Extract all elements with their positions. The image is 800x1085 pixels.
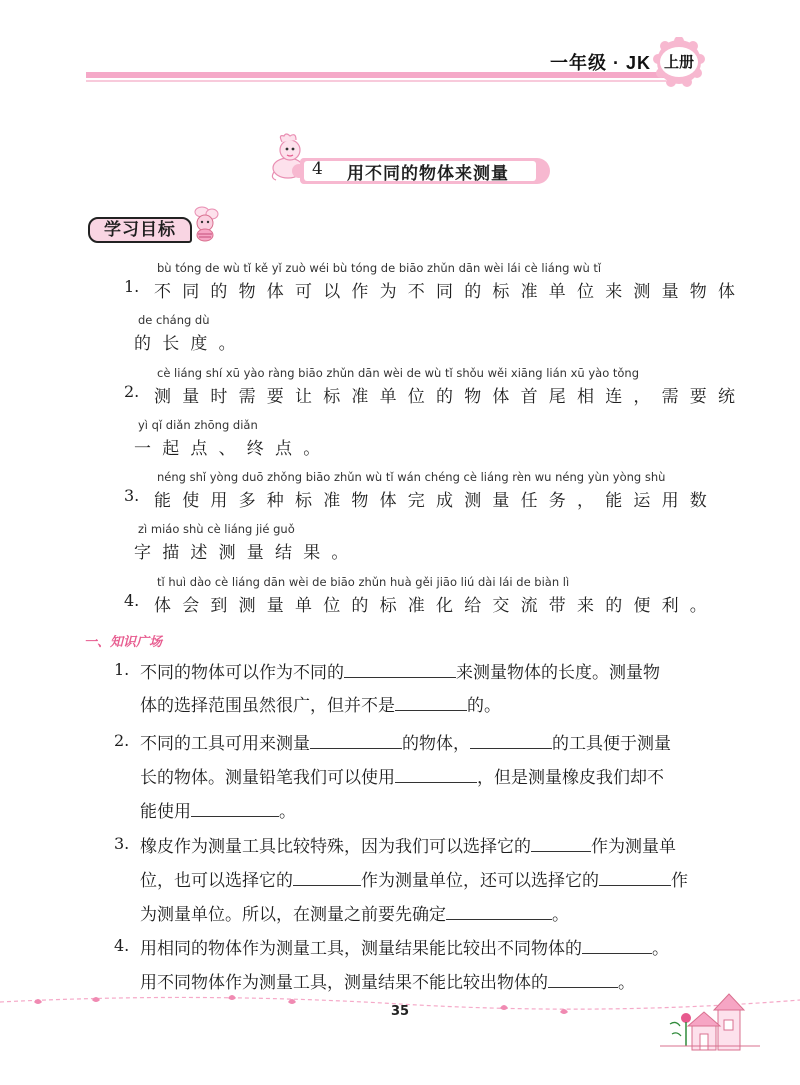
- question-3-line-1: 橡皮作为测量工具比较特殊，因为我们可以选择它的 作为测量单: [140, 834, 676, 858]
- goal-2-text-cont: 一起点、终点。: [134, 439, 332, 459]
- question-1-line-1: 不同的物体可以作为不同的 来测量物体的长度。测量物: [140, 660, 660, 684]
- goal-3-pinyin-cont: zì miáo shù cè liáng jié guǒ: [138, 522, 295, 536]
- goal-1-pinyin-cont: de cháng dù: [138, 313, 210, 327]
- question-1-line-2: 体的选择范围虽然很广，但并不是 的。: [140, 693, 501, 717]
- question-number-3: 3.: [114, 834, 130, 853]
- question-3-line-3: 为测量单位。所以，在测量之前要先确定 。: [140, 902, 569, 926]
- question-number-4: 4.: [114, 936, 130, 955]
- answer-blank[interactable]: [344, 660, 456, 678]
- goal-3-text-cont: 字描述测量结果。: [134, 543, 360, 563]
- answer-blank[interactable]: [395, 693, 467, 711]
- answer-blank[interactable]: [293, 868, 361, 886]
- grade-label: 一年级 · JK: [550, 53, 652, 73]
- goal-4-pinyin: tǐ huì dào cè liáng dān wèi de biāo zhǔn huà gěi jiāo liú dài lái de biàn lì: [157, 575, 570, 589]
- question-number-1: 1.: [114, 660, 130, 679]
- answer-blank[interactable]: [446, 902, 552, 920]
- goal-1-pinyin: bù tóng de wù tǐ kě yǐ zuò wéi bù tóng de biāo zhǔn dān wèi lái cè liáng wù tǐ: [157, 261, 602, 275]
- answer-blank[interactable]: [191, 799, 279, 817]
- goal-number-3: 3.: [124, 486, 140, 505]
- knowledge-heading: 一、知识广场: [84, 635, 163, 650]
- answer-blank[interactable]: [548, 970, 618, 988]
- answer-blank[interactable]: [395, 765, 477, 783]
- answer-blank[interactable]: [310, 731, 402, 749]
- question-2-line-1: 不同的工具可用来测量 的物体， 的工具便于测量: [140, 731, 671, 755]
- volume-label: 上册: [663, 53, 694, 71]
- answer-blank[interactable]: [531, 834, 591, 852]
- goal-1-text: 不同的物体可以作为不同的标准单位来测量物体: [154, 282, 747, 302]
- answer-blank[interactable]: [470, 731, 552, 749]
- bee-mascot-icon: [190, 204, 220, 242]
- goal-3-text: 能使用多种标准物体完成测量任务，能运用数: [154, 491, 718, 511]
- goal-1-text-cont: 的长度。: [134, 334, 247, 354]
- answer-blank[interactable]: [582, 936, 652, 954]
- goal-4-text: 体会到测量单位的标准化给交流带来的便利。: [154, 596, 718, 616]
- goal-2-pinyin-cont: yì qǐ diǎn zhōng diǎn: [138, 418, 258, 432]
- goal-3-pinyin: néng shǐ yòng duō zhǒng biāo zhǔn wù tǐ wán chéng cè liáng rèn wu néng yùn yòng shù: [157, 470, 666, 484]
- tower-house-icon: [660, 994, 760, 1050]
- goal-number-1: 1.: [124, 277, 140, 296]
- lesson-title: 用不同的物体来测量: [347, 164, 509, 184]
- question-4-line-1: 用相同的物体作为测量工具，测量结果能比较出不同物体的 。: [140, 936, 669, 960]
- question-2-line-3: 能使用 。: [140, 799, 296, 823]
- answer-blank[interactable]: [599, 868, 671, 886]
- page-number: 35: [391, 1004, 410, 1019]
- goal-2-pinyin: cè liáng shí xū yào ràng biāo zhǔn dān wèi de wù tǐ shǒu wěi xiāng lián xū yào tǒng: [157, 366, 640, 380]
- question-2-line-2: 长的物体。测量铅笔我们可以使用 ，但是测量橡皮我们却不: [140, 765, 664, 789]
- header-band-thin: [86, 80, 666, 82]
- goal-2-text: 测量时需要让标准单位的物体首尾相连，需要统: [154, 387, 747, 407]
- lesson-number: 4: [312, 159, 323, 179]
- goal-number-4: 4.: [124, 591, 140, 610]
- goal-number-2: 2.: [124, 382, 140, 401]
- learning-goals-label: 学习目标: [88, 217, 192, 243]
- volume-badge: [649, 37, 709, 87]
- question-number-2: 2.: [114, 731, 130, 750]
- question-3-line-2: 位，也可以选择它的 作为测量单位，还可以选择它的 作: [140, 868, 688, 892]
- question-4-line-2: 用不同物体作为测量工具，测量结果不能比较出物体的 。: [140, 970, 635, 994]
